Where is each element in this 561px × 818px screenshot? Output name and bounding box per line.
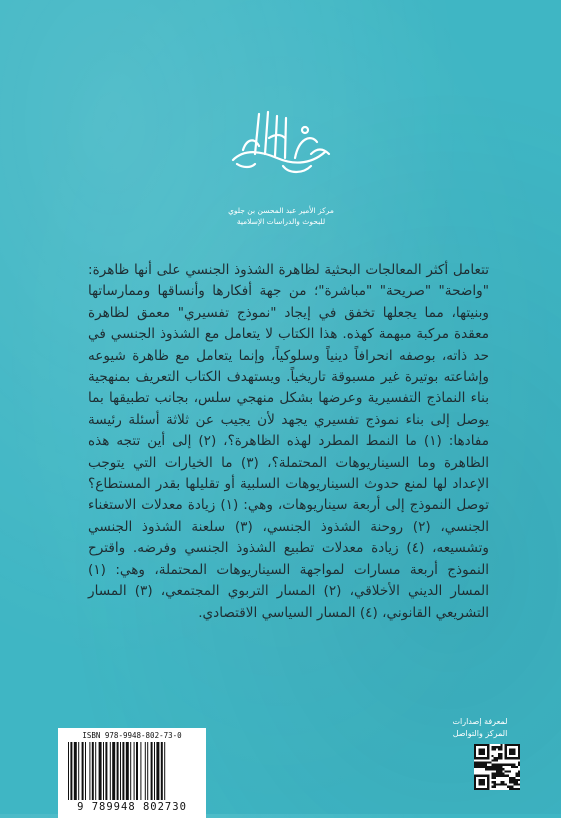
back-cover-blurb: تتعامل أكثر المعالجات البحثية لظاهرة الشذوذ الجنسي على أنها ظاهرة: "واضحة" "صريحة" "مباشرة"؛ من جهة أفكارها وأنساقها وممارساتها وبنيتها، مما يجعلها تخفق في إيجاد "نموذج تفسيري" معمق لظاهرة معقدة مركبة مبهمة كهذه. هذا الكتاب لا يتعامل مع الشذوذ الجنسي في حد ذاته، بوصفه انحرافاً دينياً وسلوكياً، وإنما يتعامل مع ظاهرة شيوعه وإشاعته بوتيرة غير مسبوقة تاريخياً. ويستهدف الكتاب التعريف بمنهجية بناء النماذج التفسيرية وعرضها بشكل منهجي سلس، بجانب تطبيقها بما يوصل إلى بناء نموذج تفسيري يجهد لأن يجيب عن ثلاثة أسئلة رئيسة مفادها: (١) ما النمط المطرد لهذه الظاهرة؟، (٢) إلى أين تتجه هذه الظاهرة وما السيناريوهات المحتملة؟، (٣) ما الخيارات التي يتوجب الإعداد لها لمنع حدوث السيناريوهات السلبية أو تقليلها بقدر المستطاع؟ توصل النموذج إلى أربعة سيناريوهات، وهي: (١) زيادة معدلات الاستغناء الجنسي، (٢) روحنة الشذوذ الجنسي، (٣) سلعنة الشذوذ الجنسي وتشسيعه، (٤) زيادة معدلات تطبيع الشذوذ الجنسي وفرضه. واقترح النموذج أربعة مسارات لمواجهة السيناريوهات المحتملة، وهي: (١) المسار الديني الأخلاقي، (٢) المسار التربوي المجتمعي، (٣) المسار التشريعي القانوني، (٤) المسار السياسي الاقتصادي. bbox=[88, 262, 490, 621]
publisher-name bbox=[222, 205, 340, 227]
qr-caption-line1: لمعرفة إصدارات bbox=[452, 717, 508, 726]
isbn-label: ISBN 978-9948-802-73-0 bbox=[82, 731, 182, 740]
qr-caption-line2: المركز والتواصل bbox=[452, 729, 508, 738]
publisher-name-line2: للبحوث والدراسات الإسلامية bbox=[236, 217, 326, 226]
barcode-bars bbox=[66, 742, 198, 800]
publisher-logo bbox=[225, 108, 335, 204]
publisher-name-line1: مركز الأمير عبد المحسن بن جلوي bbox=[228, 206, 334, 215]
isbn-barcode bbox=[58, 728, 206, 818]
calligraphy-emblem bbox=[225, 108, 335, 178]
qr-code[interactable] bbox=[474, 744, 520, 790]
qr-caption bbox=[440, 716, 520, 740]
ean-digits: 9 789948 802730 bbox=[77, 801, 187, 813]
